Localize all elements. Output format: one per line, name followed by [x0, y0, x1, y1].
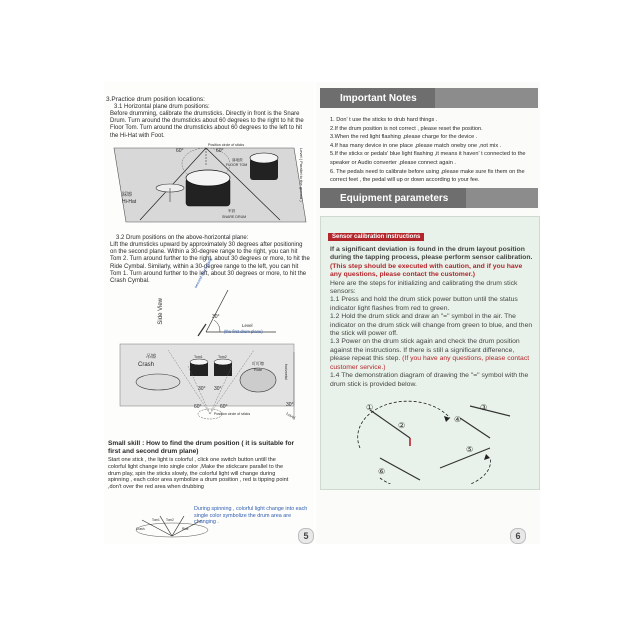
first-plane-label: (the first drum plane): [224, 329, 263, 334]
note-6: 6. The pedals need to calibrate before using ,please make sure fix them on the correct feet , the pedal will up or down according to your fee.: [330, 168, 525, 184]
calib-step-1: 1.1 Press and hold the drum stick power button until the status indicator light flashes from red to green.: [330, 296, 518, 312]
s32-body: Lift the drumsticks upward by approximately 30 degrees after positioning on the second plane. Within a 30-degree range to the right, you can hit Tom 2. Turn around further to the right, about 30 degrees or more, to hit the Ride Cymbal. Similarly, within a 30-degree range to the left, you can hit Tom 1. Turn around further to the left, about 30 degrees or more, to hit the Crash Cymbal.: [110, 242, 310, 285]
side-angle: 30°: [212, 314, 220, 320]
note-2: 2.If the drum position is not correct , please reset the position.: [330, 125, 483, 132]
diag-num-5: ⑤: [466, 445, 474, 454]
note-4: 4.If has many device in one place ,please match oneby one ,not mix .: [330, 142, 502, 149]
tom2-label: Tom2: [218, 355, 227, 359]
notes-list: [330, 116, 536, 185]
skill-title: Small skill : How to find the drum position ( it is suitable for first and second drum plane): [108, 440, 295, 455]
side-level: Level: [242, 323, 253, 328]
angle-60-left: 60°: [194, 404, 202, 410]
angle-left: 60°: [176, 148, 184, 154]
horizontal-label: horizontal: [284, 364, 289, 380]
angle-60-right: 60°: [220, 404, 228, 410]
diag-num-4: ④: [454, 415, 462, 424]
note-3: 3.When the red light flashing ,please charge for the device .: [330, 134, 478, 141]
snare-cn: 军鼓: [228, 209, 236, 213]
level-label: Level ( Parallel to the ground ): [299, 148, 305, 202]
diag-num-3: ③: [480, 403, 488, 412]
hihat-label: Hi-Hat: [122, 199, 137, 205]
important-notes-header: [320, 88, 538, 108]
fig3-tom1: Tom1: [152, 518, 160, 522]
floor-tom-label: FLOOR TOM: [226, 163, 248, 167]
circle-label: Position circle of sticks: [208, 143, 245, 147]
calib-step-4: 1.4 The demonstration diagram of drawing the "=" symbol with the drum stick is provided below.: [330, 372, 529, 388]
raised-line: [206, 290, 228, 332]
fig3-tom2: Tom2: [166, 518, 174, 522]
hihat-cn: 踩镲: [122, 192, 133, 198]
crash-cymbal: [136, 374, 180, 390]
fig3-crash: Crash: [136, 527, 145, 531]
floor-tom-cn: 落地鼓: [232, 158, 243, 162]
skill-body: Start one stick , the light is colorful , click one switch button untill the colorful light change into single color ,Make the stickcare parallel to the drum play, spin the sticks slowly, the colorful light will change during spinning , each color area symbolize a drum position , red is tipping point ,don't over the red area when drubbing: [108, 457, 289, 491]
floor-tom: [250, 153, 278, 180]
circle-label-2: Position circle of sticks: [214, 412, 251, 416]
ride-label: Ride: [254, 367, 263, 372]
fig3-ride: Ride: [182, 527, 189, 531]
s31-title: 3.1 Horizontal plane drum positions:: [114, 104, 210, 110]
calib-intro: If a significant deviation is found in the drum layout position during the tapping process, please perform sensor calibration.: [330, 246, 533, 262]
above-plane-figure: [118, 342, 298, 422]
important-notes-title: Important Notes: [320, 88, 435, 108]
side-view-label: Side View: [158, 298, 164, 325]
snare-drum: [186, 170, 230, 206]
calibration-title: Sensor calibration instructions: [328, 233, 424, 241]
diag-num-6: ⑥: [378, 467, 386, 476]
calib-steps-title: Here are the steps for initializing and calibrating the drum stick sensors:: [330, 279, 518, 296]
horizontal-plane-figure: [110, 142, 310, 224]
page-number-5: 5: [298, 528, 314, 544]
second-plane-label: second drum plane: [192, 256, 214, 289]
note-1: 1. Don' t use the sticks to drub hard things .: [330, 117, 438, 123]
tom1: [190, 359, 208, 376]
diag-num-2: ②: [398, 421, 406, 430]
s32-title: 3.2 Drum positions on the above-horizontal plane:: [116, 235, 249, 241]
calib-step-2: 1.2 Hold the drum stick and draw an "=" symbol in the air. The indicator on the drum stick will change from green to blue, and then the stick will power off.: [330, 313, 533, 338]
calib-step-3-red: (If you have any questions, please contact customer service.): [330, 355, 530, 371]
calib-step-3: 1.3 Power on the drum stick again and check the drum position against the instructions. If there is still a significant difference, please repeat this step.: [330, 338, 520, 363]
equipment-header: [320, 188, 538, 208]
note-5: 5.If the sticks or pedals' blue light flashing ,it means it haven' t connected to the speaker or Audio converter ,please connect again .: [330, 151, 526, 166]
fig3-note: During spinning , colorful light change into each single color symbolize the drum area are changing .: [194, 506, 308, 526]
tom1-label: Tom1: [194, 355, 203, 359]
crash-label: Crash: [138, 362, 155, 368]
calib-text: [330, 246, 534, 389]
angle-right: 60°: [216, 148, 224, 154]
crash-cn: 吊镲: [146, 354, 157, 360]
calib-intro-red: (This step should be executed with caution, and if you have any questions, please contact the customer.): [330, 262, 523, 279]
ride-cn: 叮叮镲: [252, 361, 264, 366]
angle-30-left: 30°: [198, 386, 206, 392]
page-number-6: 6: [510, 528, 526, 544]
diag-num-1: ①: [366, 403, 374, 412]
s31-body: Before drumming, calibrate the drumsticks. Directly in front is the Snare Drum. Turn around the drumsticks about 60 degrees to the right to hit the Floor Tom. Turn around the drumsticks about 60 degrees to the left to hit the Hi-Hat with Foot.: [110, 111, 304, 139]
section-title: 3.Practice drum position locations:: [106, 96, 205, 103]
equipment-title: Equipment parameters: [320, 188, 466, 208]
tom2: [214, 359, 232, 376]
angle-30-side: 30°: [286, 402, 294, 408]
snare-label: SNARE DRUM: [222, 215, 247, 219]
angle-30-right: 30°: [214, 386, 222, 392]
level-side-label: Level: [285, 410, 297, 421]
